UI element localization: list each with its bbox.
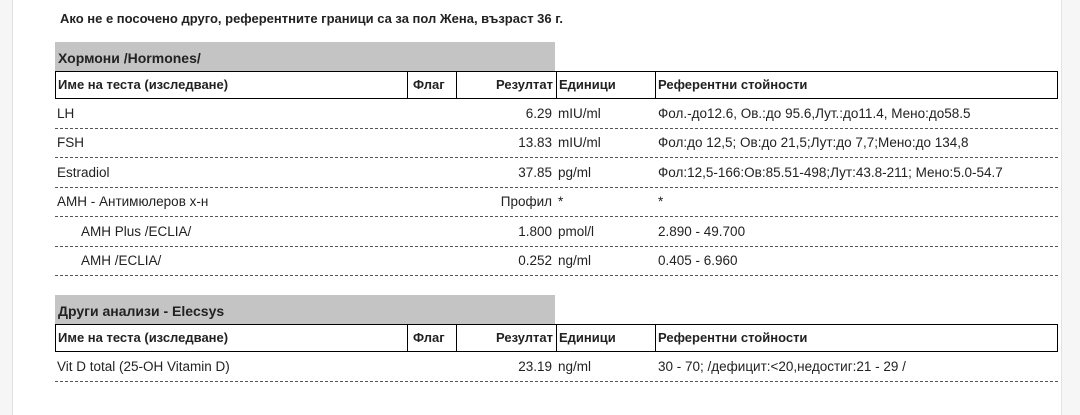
test-result: 6.29: [525, 105, 552, 121]
table-row: [55, 158, 1058, 188]
header-result: Резултат: [496, 77, 553, 92]
test-units: mIU/ml: [558, 135, 601, 151]
test-result: Профил: [500, 194, 552, 210]
header-reference: Референтни стойности: [658, 330, 808, 345]
test-name: Vit D total (25-OH Vitamin D): [57, 358, 230, 374]
test-units: ng/ml: [558, 253, 592, 269]
test-result: 1.800: [518, 223, 552, 239]
test-reference: Фол.-до12.6, Ов.:до 95.6,Лут.:до11.4, Мено:до58.5: [658, 105, 971, 121]
test-name: Estradiol: [57, 164, 110, 180]
test-units: pg/ml: [558, 164, 592, 180]
test-units: pmol/l: [558, 223, 595, 239]
table-row: [55, 247, 1058, 277]
test-name: FSH: [57, 135, 84, 151]
table-row: [55, 352, 1058, 382]
table-row: [55, 99, 1058, 129]
header-flag: Флаг: [408, 325, 457, 351]
header-reference: Референтни стойности: [658, 77, 808, 92]
test-name: AMH - Антимюлеров х-н: [57, 194, 209, 210]
header-units: Единици: [556, 325, 656, 351]
test-reference: Фол:12,5-166:Ов:85.51-498;Лут:43.8-211; Мено:5.0-54.7: [658, 164, 1003, 180]
test-reference: Фол:до 12,5; Ов:до 21,5;Лут:до 7,7;Мено:до 134,8: [658, 135, 969, 151]
reference-note: Ако не е посочено друго, референтните граници са за пол Жена, възраст 36 г.: [60, 11, 563, 26]
table-header: [55, 71, 1058, 99]
test-units: mIU/ml: [558, 105, 601, 121]
test-reference: 2.890 - 49.700: [658, 223, 746, 239]
test-name: AMH Plus /ECLIA/: [81, 223, 192, 239]
test-result: 13.83: [518, 135, 552, 151]
header-test-name: Име на теста (изследване): [56, 72, 408, 98]
header-units: Единици: [556, 72, 656, 98]
test-result: 37.85: [518, 164, 552, 180]
table-row: [55, 217, 1058, 247]
section-other-analyses: [55, 295, 1058, 382]
table-header: [55, 324, 1058, 352]
test-units: *: [558, 194, 564, 210]
header-flag: Флаг: [408, 72, 457, 98]
test-reference: 30 - 70; /дефицит:<20,недостиг:21 - 29 /: [658, 358, 906, 374]
table-row: [55, 129, 1058, 159]
test-name: AMH /ECLIA/: [81, 253, 162, 269]
test-result: 23.19: [518, 358, 552, 374]
lab-report-page: [12, 0, 1062, 415]
section-title: Хормони /Hormones/: [55, 42, 555, 71]
header-test-name: Име на теста (изследване): [56, 325, 408, 351]
test-reference: *: [658, 194, 664, 210]
header-result: Резултат: [496, 330, 553, 345]
section-hormones: [55, 42, 1058, 276]
test-units: ng/ml: [558, 358, 592, 374]
test-result: 0.252: [518, 253, 552, 269]
test-reference: 0.405 - 6.960: [658, 253, 738, 269]
table-row: [55, 188, 1058, 218]
test-name: LH: [57, 105, 75, 121]
section-title: Други анализи - Elecsys: [55, 295, 555, 324]
